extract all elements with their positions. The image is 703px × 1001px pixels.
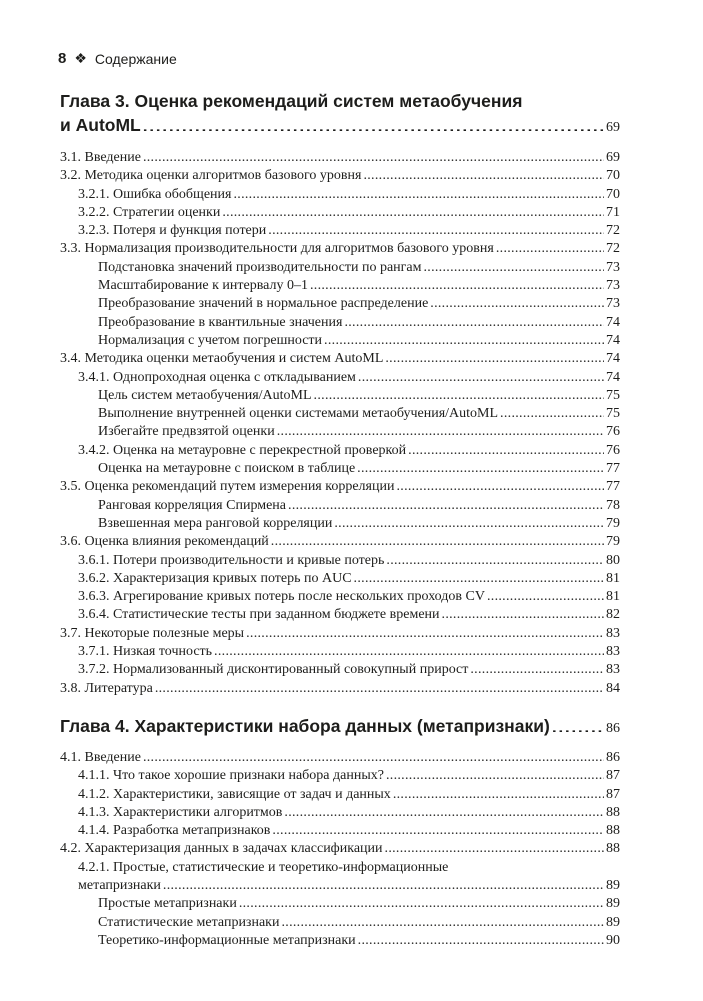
toc-entry[interactable] [60, 240, 620, 258]
toc-entry[interactable] [60, 804, 620, 822]
toc-entry-wrapped-line2[interactable] [60, 877, 620, 895]
toc-entry[interactable] [60, 405, 620, 423]
dot-leader [143, 749, 604, 763]
toc-entry-page: 87 [606, 786, 620, 802]
dot-leader [385, 350, 604, 364]
toc-entry-text: 3.7. Некоторые полезные меры [60, 625, 245, 641]
toc-entry[interactable] [60, 625, 620, 643]
toc-entry-text: 3.4.2. Оценка на метауровне с перекрестной проверкой [78, 442, 407, 458]
toc-entry-text: Преобразование в квантильные значения [98, 314, 343, 330]
toc-entry-page: 74 [606, 351, 620, 367]
toc-entry[interactable] [60, 149, 620, 167]
toc-entry[interactable] [60, 932, 620, 950]
toc-entry-text: 4.1.2. Характеристики, зависящие от задач и данных [78, 786, 391, 802]
toc-entry-text: Выполнение внутренней оценки системами метаобучения/AutoML [98, 406, 499, 422]
toc-entry-text: 3.2.1. Ошибка обобщения [78, 186, 232, 202]
toc-entry-text: 4.1. Введение [60, 750, 141, 765]
dot-leader [281, 914, 604, 928]
toc-entry-page: 78 [606, 497, 620, 513]
toc-entry-page: 79 [606, 534, 620, 550]
toc-entry-text: 3.2. Методика оценки алгоритмов базового уровня [60, 168, 362, 184]
chapter-3-block [60, 89, 620, 698]
toc-entry[interactable] [60, 277, 620, 295]
toc-entry[interactable] [60, 840, 620, 858]
dot-leader [155, 680, 604, 694]
toc-entry-page: 79 [606, 515, 620, 531]
toc-entry-page: 88 [606, 804, 620, 820]
toc-entry-text: 3.2.3. Потеря и функция потери [78, 223, 267, 239]
toc-entry[interactable] [60, 295, 620, 313]
toc-entry-page: 90 [606, 932, 620, 948]
dot-leader [239, 895, 604, 909]
dot-leader [310, 277, 604, 291]
toc-entry-text: Масштабирование к интервалу 0–1 [98, 278, 308, 294]
toc-entry-text: 3.6.1. Потери производительности и кривые потерь [78, 552, 385, 568]
chapter-3-title-line2[interactable] [60, 113, 620, 140]
toc-entry[interactable] [60, 643, 620, 661]
toc-entry-text: 3.6. Оценка влияния рекомендаций [60, 534, 269, 550]
toc-entry-page: 72 [606, 223, 620, 239]
chapter-4-title[interactable] [60, 714, 620, 741]
dot-leader [552, 715, 604, 733]
toc-entry-page: 83 [606, 662, 620, 678]
toc-entry-text: 3.8. Литература [60, 680, 153, 696]
toc-entry-text: 3.4.1. Однопроходная оценка с откладыванием [78, 369, 356, 385]
toc-entry-page: 73 [606, 296, 620, 312]
chapter-4-block [60, 714, 620, 950]
dot-leader [442, 606, 604, 620]
toc-entry[interactable] [60, 369, 620, 387]
dot-leader [500, 405, 604, 419]
toc-entry[interactable] [60, 222, 620, 240]
toc-entry-page: 72 [606, 241, 620, 257]
toc-entry[interactable] [60, 533, 620, 551]
dot-leader [357, 460, 604, 474]
toc-entry[interactable] [60, 588, 620, 606]
toc-entry-text: Статистические метапризнаки [98, 914, 280, 930]
toc-entry-text: Цель систем метаобучения/AutoML [98, 387, 312, 403]
toc-entry-page: 82 [606, 607, 620, 623]
dot-leader [396, 478, 604, 492]
toc-entry-page: 74 [606, 314, 620, 330]
toc-entry-page: 71 [606, 204, 620, 220]
toc-entry-text: 4.1.3. Характеристики алгоритмов [78, 804, 283, 820]
chapter-3-title-line1: Глава 3. Оценка рекомендаций систем метаобучения [60, 91, 523, 111]
toc-entry[interactable] [60, 552, 620, 570]
toc-entry[interactable] [60, 661, 620, 679]
toc-entry-text: Теоретико-информационные метапризнаки [98, 932, 356, 948]
dot-leader [363, 167, 604, 181]
toc-entry[interactable] [60, 749, 620, 767]
toc-entry[interactable] [60, 442, 620, 460]
dot-leader [344, 314, 604, 328]
toc-entry-text: 4.1.1. Что такое хорошие признаки набора данных? [78, 768, 384, 784]
toc-entry-page: 89 [606, 878, 620, 894]
chapter-3-entries [60, 149, 620, 698]
dot-leader [163, 877, 604, 891]
toc-entry-page: 73 [606, 259, 620, 275]
toc-entry-page: 83 [606, 625, 620, 641]
toc-entry-text: Оценка на метауровне с поиском в таблице [98, 461, 356, 477]
dot-leader [272, 822, 604, 836]
toc-entry[interactable] [60, 387, 620, 405]
toc-entry[interactable] [60, 167, 620, 185]
toc-entry-page: 89 [606, 914, 620, 930]
toc-entry-page: 74 [606, 332, 620, 348]
dot-leader [233, 186, 604, 200]
toc-entry[interactable] [60, 822, 620, 840]
toc-entry-page: 76 [606, 424, 620, 440]
dot-leader [408, 442, 604, 456]
toc-entry-page: 70 [606, 168, 620, 184]
toc-entry-page: 89 [606, 896, 620, 912]
toc-entry-text: 3.4. Методика оценки метаобучения и систем AutoML [60, 351, 384, 367]
page-number: 8 [58, 50, 67, 67]
toc-entry-text: метапризнаки [78, 878, 161, 894]
toc-entry-text: 3.3. Нормализация производительности для алгоритмов базового уровня [60, 241, 494, 257]
toc-entry-page: 77 [606, 461, 620, 477]
toc-entry[interactable] [60, 497, 620, 515]
toc-entry-page: 74 [606, 369, 620, 385]
toc-entry-text: Взвешенная мера ранговой корреляции [98, 515, 333, 531]
dot-leader [214, 643, 604, 657]
dot-leader [143, 149, 604, 163]
toc-entry[interactable] [60, 606, 620, 624]
dot-leader [277, 423, 604, 437]
dot-leader [143, 114, 604, 132]
toc-entry-text: 4.2. Характеризация данных в задачах классификации [60, 841, 383, 857]
chapter-3-title-text: и AutoML [60, 115, 141, 135]
toc-entry-page: 77 [606, 479, 620, 495]
dot-leader [386, 767, 604, 781]
dot-leader [393, 786, 604, 800]
toc-entry[interactable] [60, 786, 620, 804]
toc-entry-text: 3.5. Оценка рекомендаций путем измерения корреляции [60, 479, 395, 495]
toc-entry-page: 75 [606, 406, 620, 422]
toc-entry-page: 88 [606, 841, 620, 857]
toc-entry-page: 88 [606, 823, 620, 839]
toc-entry-text: 3.7.2. Нормализованный дисконтированный совокупный прирост [78, 662, 469, 678]
toc-entry-page: 87 [606, 768, 620, 784]
toc-entry-page: 73 [606, 278, 620, 294]
toc-entry-page: 81 [606, 570, 620, 586]
dot-leader [271, 533, 604, 547]
toc-entry-page: 80 [606, 552, 620, 568]
header-title: Содержание [94, 50, 177, 67]
dot-leader [385, 840, 604, 854]
toc-entry-text: Подстановка значений производительности по рангам [98, 259, 422, 275]
dot-leader [246, 625, 604, 639]
toc-entry-text: 3.6.2. Характеризация кривых потерь по AUC [78, 570, 352, 586]
toc-entry-page: 86 [606, 750, 620, 765]
toc-entry-text: Ранговая корреляция Спирмена [98, 497, 287, 513]
toc-entry[interactable] [60, 478, 620, 496]
dot-leader [470, 661, 604, 675]
toc-entry[interactable] [60, 259, 620, 277]
dot-leader [354, 570, 604, 584]
toc-entry-text: Простые метапризнаки [98, 896, 237, 912]
chapter-3-page: 69 [606, 120, 620, 135]
chapter-4-entries-b [60, 895, 620, 950]
toc-entry-page: 83 [606, 644, 620, 660]
toc-entry[interactable] [60, 767, 620, 785]
toc-entry[interactable] [60, 515, 620, 533]
toc-entry-page: 70 [606, 186, 620, 202]
dot-leader [358, 369, 604, 383]
toc-entry-text: 3.1. Введение [60, 150, 141, 165]
toc-entry-text: Избегайте предвзятой оценки [98, 424, 275, 440]
dot-leader [314, 387, 604, 401]
dot-leader [487, 588, 604, 602]
chapter-4-page: 86 [606, 721, 620, 736]
toc-entry-text: 3.6.3. Агрегирование кривых потерь после нескольких проходов CV [78, 589, 485, 605]
toc-entry[interactable] [60, 914, 620, 932]
toc-entry-text: 3.2.2. Стратегии оценки [78, 204, 221, 220]
running-header [58, 50, 177, 67]
diamond-ornament-icon: ❖ [74, 50, 87, 66]
dot-leader [430, 295, 604, 309]
dot-leader [386, 552, 604, 566]
toc-entry-text: Преобразование значений в нормальное распределение [98, 296, 429, 312]
toc-entry-text: Нормализация с учетом погрешности [98, 332, 323, 348]
chapter-4-title-text: Глава 4. Характеристики набора данных (метапризнаки) [60, 716, 550, 736]
toc-entry-page: 69 [606, 150, 620, 165]
toc-entry-page: 81 [606, 589, 620, 605]
toc-entry-text: 3.7.1. Низкая точность [78, 644, 213, 660]
toc-entry-page: 84 [606, 680, 620, 696]
toc-entry[interactable] [60, 332, 620, 350]
dot-leader [222, 204, 604, 218]
dot-leader [324, 332, 604, 346]
toc-entry[interactable] [60, 186, 620, 204]
toc-entry-wrapped-line1[interactable]: 4.2.1. Простые, статистические и теоретико-информационные [78, 859, 449, 875]
dot-leader [496, 240, 604, 254]
chapter-4-entries-a [60, 749, 620, 859]
toc-entry-page: 76 [606, 442, 620, 458]
dot-leader [268, 222, 604, 236]
toc-entry-text: 3.6.4. Статистические тесты при заданном бюджете времени [78, 607, 440, 623]
toc-entry[interactable] [60, 423, 620, 441]
dot-leader [288, 497, 604, 511]
toc-entry-text: 4.1.4. Разработка метапризнаков [78, 823, 271, 839]
dot-leader [284, 804, 604, 818]
toc-entry[interactable] [60, 570, 620, 588]
toc-entry[interactable] [60, 314, 620, 332]
toc-entry[interactable] [60, 680, 620, 698]
dot-leader [358, 932, 604, 946]
dot-leader [423, 259, 604, 273]
toc-entry[interactable] [60, 204, 620, 222]
toc-entry[interactable] [60, 895, 620, 913]
toc-entry-page: 75 [606, 387, 620, 403]
dot-leader [334, 515, 604, 529]
toc-entry[interactable] [60, 460, 620, 478]
toc-entry[interactable] [60, 350, 620, 368]
